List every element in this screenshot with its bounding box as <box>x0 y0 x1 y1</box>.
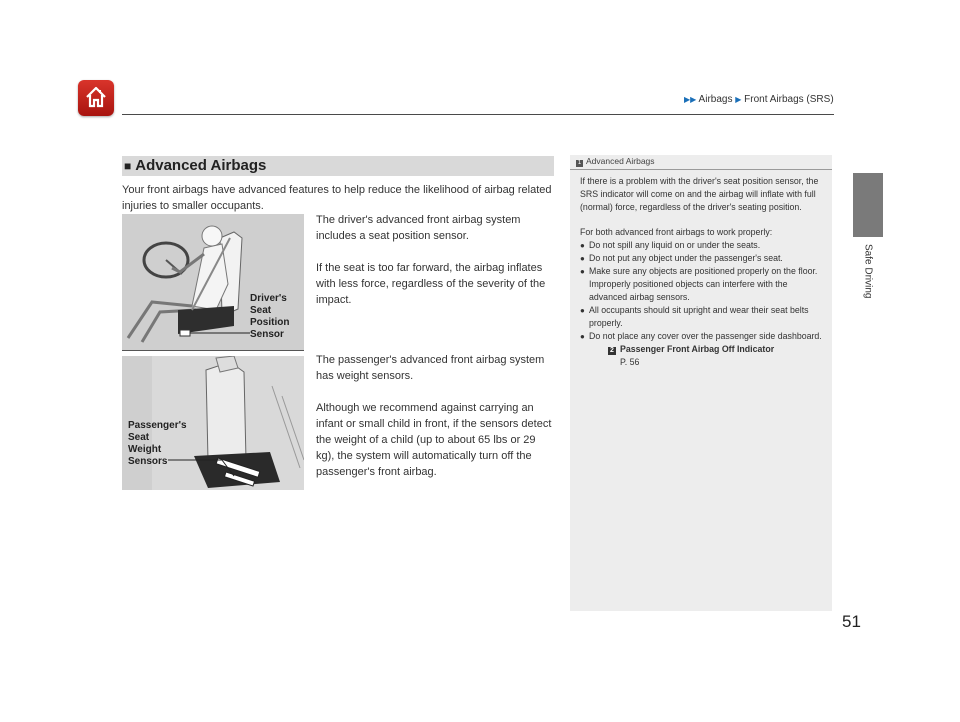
chevron-right-icon: ▶▶ <box>684 95 697 104</box>
cross-reference-page[interactable]: P. 56 <box>620 357 640 367</box>
note-paragraph: If there is a problem with the driver's seat position sensor, the SRS indicator will come on and the airbag will inflate with full (normal) force, regardless of the driver's seating position. <box>580 176 819 212</box>
passenger-sensor-label: Passenger's Seat Weight Sensors <box>128 420 187 467</box>
home-button[interactable] <box>78 80 114 116</box>
breadcrumb <box>684 94 834 105</box>
note-list <box>580 239 824 343</box>
breadcrumb-item[interactable]: Airbags <box>698 94 733 105</box>
intro-paragraph: Your front airbags have advanced features to help reduce the likelihood of airbag related injuries to smaller occupants. <box>122 184 552 212</box>
section-title: ■ Advanced Airbags <box>124 157 267 174</box>
chevron-right-icon: ▶ <box>735 95 742 104</box>
home-icon <box>84 85 108 109</box>
list-item: ● Make sure any objects are positioned properly on the floor. Improperly positioned objects can interfere with the advanced airbag sensors. <box>580 265 824 304</box>
list-item: ● Do not put any object under the passenger's seat. <box>580 252 824 265</box>
chapter-tab[interactable] <box>853 173 883 237</box>
list-item: ● Do not place any cover over the passenger side dashboard. <box>580 330 824 343</box>
list-item: ● Do not spill any liquid on or under the seats. <box>580 239 824 252</box>
note-marker-icon: 1 <box>577 160 582 166</box>
square-bullet-icon: ■ <box>124 159 132 173</box>
cross-reference-link[interactable]: 2 Passenger Front Airbag Off Indicator <box>608 343 824 356</box>
list-item: ● All occupants should sit upright and wear their seat belts properly. <box>580 304 824 330</box>
note-list-intro: For both advanced front airbags to work properly: <box>580 227 773 237</box>
note-heading: 1 Advanced Airbags <box>570 156 832 170</box>
driver-paragraph-1: The driver's advanced front airbag system includes a seat position sensor. <box>316 214 521 242</box>
driver-paragraph-2: If the seat is too far forward, the airbag inflates with less force, regardless of the severity of the impact. <box>316 262 546 306</box>
chapter-label: Safe Driving <box>862 244 874 299</box>
reference-arrow-icon: 2 <box>608 347 616 355</box>
header-divider <box>122 114 834 115</box>
passenger-paragraph-2: Although we recommend against carrying an infant or small child in front, if the sensors detect the weight of a child (up to about 65 lbs or 29 kg), the system will automatically turn off the passenger's front airbag. <box>316 402 552 478</box>
breadcrumb-item[interactable]: Front Airbags (SRS) <box>744 94 834 105</box>
driver-sensor-label: Driver's Seat Position Sensor <box>250 293 290 340</box>
note-body <box>580 175 824 369</box>
passenger-paragraph-1: The passenger's advanced front airbag system has weight sensors. <box>316 354 545 382</box>
page-number: 51 <box>842 612 861 631</box>
